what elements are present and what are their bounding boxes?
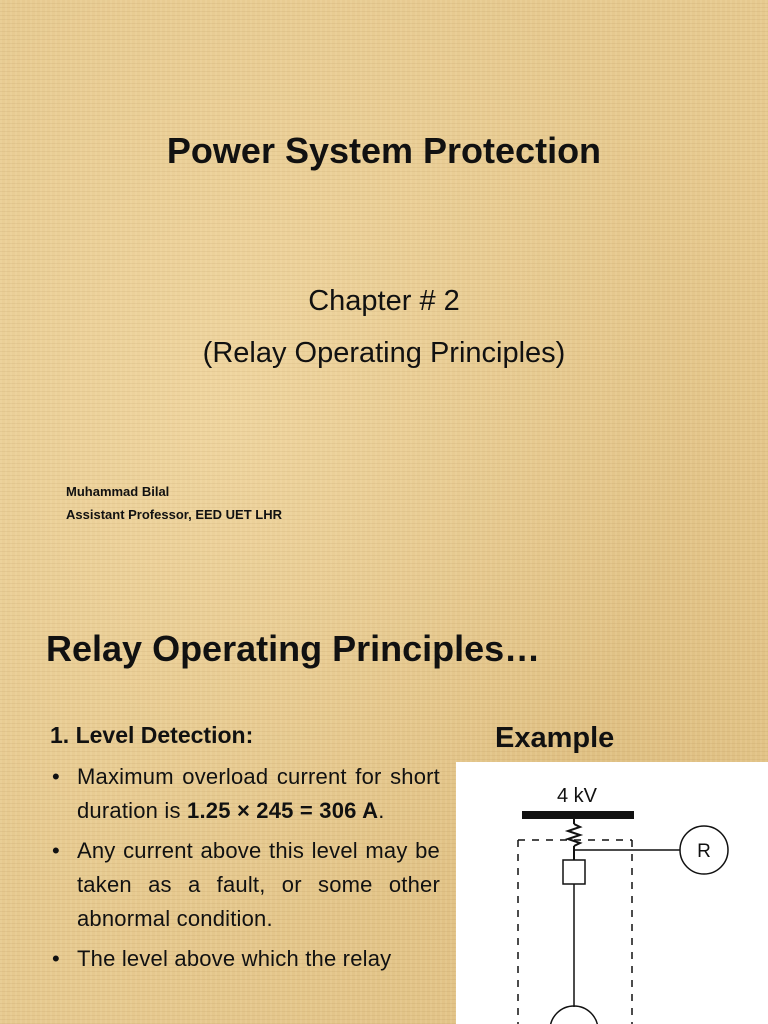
author-name: Muhammad Bilal xyxy=(66,484,170,499)
author-title: Assistant Professor, EED UET LHR xyxy=(66,507,282,522)
presentation-title: Power System Protection xyxy=(166,130,602,171)
chapter-subtitle: (Relay Operating Principles) xyxy=(202,337,566,369)
section-subheading: 1. Level Detection: xyxy=(50,722,254,748)
content-slide xyxy=(0,600,768,1024)
example-label: Example xyxy=(495,722,615,754)
bullet-text: Maximum overload current for short duration is xyxy=(77,764,440,823)
bullet-item xyxy=(52,760,440,828)
bullet-item xyxy=(52,834,440,936)
relay-label: R xyxy=(697,841,711,862)
bullet-list xyxy=(52,760,440,982)
breaker-icon xyxy=(563,860,585,884)
ct-coil-icon xyxy=(568,824,580,846)
circuit-svg xyxy=(456,762,768,1024)
chapter-number: Chapter # 2 xyxy=(308,285,460,317)
circuit-diagram xyxy=(456,762,768,1024)
bullet-text: The level above which the relay xyxy=(77,946,392,971)
bullet-text-end: . xyxy=(378,798,385,823)
motor-icon xyxy=(550,1006,598,1024)
bullet-item xyxy=(52,942,440,976)
author-block xyxy=(66,480,282,526)
voltage-label: 4 kV xyxy=(556,785,598,807)
chapter-block xyxy=(0,275,768,379)
bullet-bold-value: 1.25 × 245 = 306 A xyxy=(187,798,379,823)
busbar xyxy=(522,811,634,819)
slide-heading: Relay Operating Principles… xyxy=(46,628,541,669)
bullet-text: Any current above this level may be taken as a fault, or some other abnormal condition. xyxy=(77,838,440,931)
